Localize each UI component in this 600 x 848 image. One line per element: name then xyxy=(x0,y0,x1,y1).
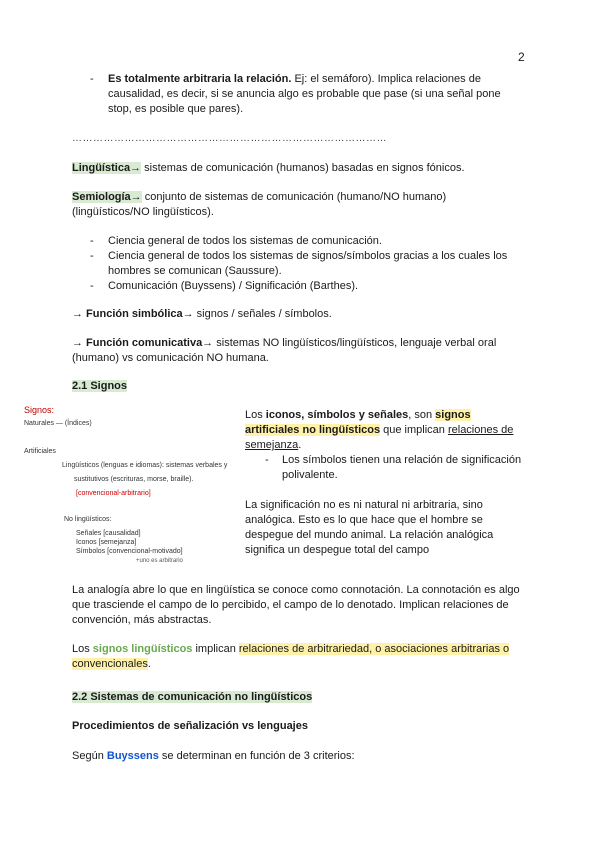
signos-right-column xyxy=(245,408,525,558)
green-bold-text: signos lingüísticos xyxy=(92,643,193,655)
list-item xyxy=(72,72,522,117)
page-number: 2 xyxy=(518,50,525,64)
text: que implican xyxy=(380,424,448,436)
list-item: - Comunicación (Buyssens) / Significación (Barthes). xyxy=(72,279,522,294)
def-funcion-simbolica: signos / señales / símbolos. xyxy=(193,308,332,320)
paragraph-segun xyxy=(72,749,522,764)
figure-note: +uno es arbitrario xyxy=(136,558,183,564)
text: Según xyxy=(72,750,107,762)
text: . xyxy=(298,439,302,451)
text: Los xyxy=(72,643,93,655)
text: Los xyxy=(245,409,266,421)
figure-convencional: [convencional-arbitrario] xyxy=(76,490,151,497)
def-linguistica: sistemas de comunicación (humanos) basadas en signos fónicos. xyxy=(141,162,465,174)
term-semiologia: Semiología→ xyxy=(72,191,142,203)
blue-bold-text: Buyssens xyxy=(106,750,159,762)
paragraph-signos-linguisticos xyxy=(72,642,522,672)
section-title: 2.2 Sistemas de comunicación no lingüísticos xyxy=(72,691,313,703)
signos-diagram-image xyxy=(24,405,244,570)
top-bullet-list xyxy=(72,72,522,117)
figure-no-linguisticos: No lingüísticos: xyxy=(64,516,112,523)
section-title: 2.1 Signos xyxy=(72,380,128,392)
text: , son xyxy=(408,409,436,421)
list-item: - Ciencia general de todos los sistemas de signos/símbolos gracias a los cuales los hombres se comunican (Saussure). xyxy=(72,249,522,279)
text: implican xyxy=(192,643,239,655)
paragraph-semiologia xyxy=(72,190,522,220)
semiologia-list xyxy=(72,234,522,294)
highlighted-text: relaciones de arbitrariedad, o asociaciones arbitrarias o convencionales xyxy=(72,643,510,670)
section-heading-2-2 xyxy=(72,690,522,705)
paragraph-significacion: La significación no es ni natural ni arbitraria, sino analógica. Esto es lo que hace que el hombre se despegue del mundo animal. La relación analógica significa un despegue total del campo xyxy=(245,499,494,556)
list-item xyxy=(245,453,525,483)
figure-simbolos: Símbolos [convencional-motivado] xyxy=(76,548,183,555)
underlined-text: relaciones de semejanza xyxy=(245,424,514,451)
dash-marker: - xyxy=(265,454,269,466)
dotted-separator: ……………………………………………………………………………… xyxy=(72,133,387,144)
bullet-bold: Es totalmente arbitraria la relación. xyxy=(108,73,292,85)
list-item: - Ciencia general de todos los sistemas de comunicación. xyxy=(72,234,522,249)
figure-artificiales: Artificiales xyxy=(24,448,56,455)
section-heading-2-1 xyxy=(72,379,522,394)
figure-title: Signos: xyxy=(24,405,55,415)
bullet-text: Ej: el semáforo). Implica relaciones de causalidad, es decir, si se anuncia algo es probable que pase (si una señal pone stop, es posible que pares). xyxy=(108,73,501,115)
figure-naturales: Naturales — (Índices) xyxy=(24,420,92,427)
text: se determinan en función de 3 criterios: xyxy=(158,750,355,762)
figure-linguisticos-line2: sustitutivos (escrituras, morse, braille). xyxy=(74,476,194,483)
text: . xyxy=(147,658,151,670)
subheading: Procedimientos de señalización vs lenguajes xyxy=(72,720,308,732)
term-linguistica: Lingüística→ xyxy=(72,162,142,174)
highlighted-text: signos artificiales no lingüísticos xyxy=(245,409,471,436)
figure-senales: Señales [causalidad] xyxy=(76,530,141,537)
figure-linguisticos-line1: Lingüísticos (lenguas e idiomas): sistemas verbales y xyxy=(62,462,228,469)
term-funcion-simbolica: → Función simbólica→ xyxy=(72,308,194,320)
bold-text: iconos, símbolos y señales xyxy=(265,409,409,421)
paragraph-linguistica xyxy=(72,161,522,176)
paragraph-iconos xyxy=(245,408,525,453)
term-funcion-comunicativa: → Función comunicativa→ xyxy=(72,337,214,349)
paragraph-funcion-simbolica xyxy=(72,307,522,322)
def-funcion-comunicativa: sistemas NO lingüísticos/lingüísticos, lenguaje verbal oral (humano) vs comunicación NO humana. xyxy=(72,337,497,364)
bullet-text: Los símbolos tienen una relación de significación polivalente. xyxy=(282,454,522,481)
paragraph-analogia: La analogía abre lo que en lingüística se conoce como connotación. La connotación es algo que trasciende el campo de lo percibido, el campo de lo denotado. Implican relaciones de convención, más abstractas. xyxy=(72,584,520,626)
paragraph-funcion-comunicativa xyxy=(72,336,522,366)
def-semiologia: conjunto de sistemas de comunicación (humano/NO humano) (lingüísticos/NO lingüísticos). xyxy=(72,191,447,218)
figure-iconos: Iconos [semejanza] xyxy=(76,539,137,546)
